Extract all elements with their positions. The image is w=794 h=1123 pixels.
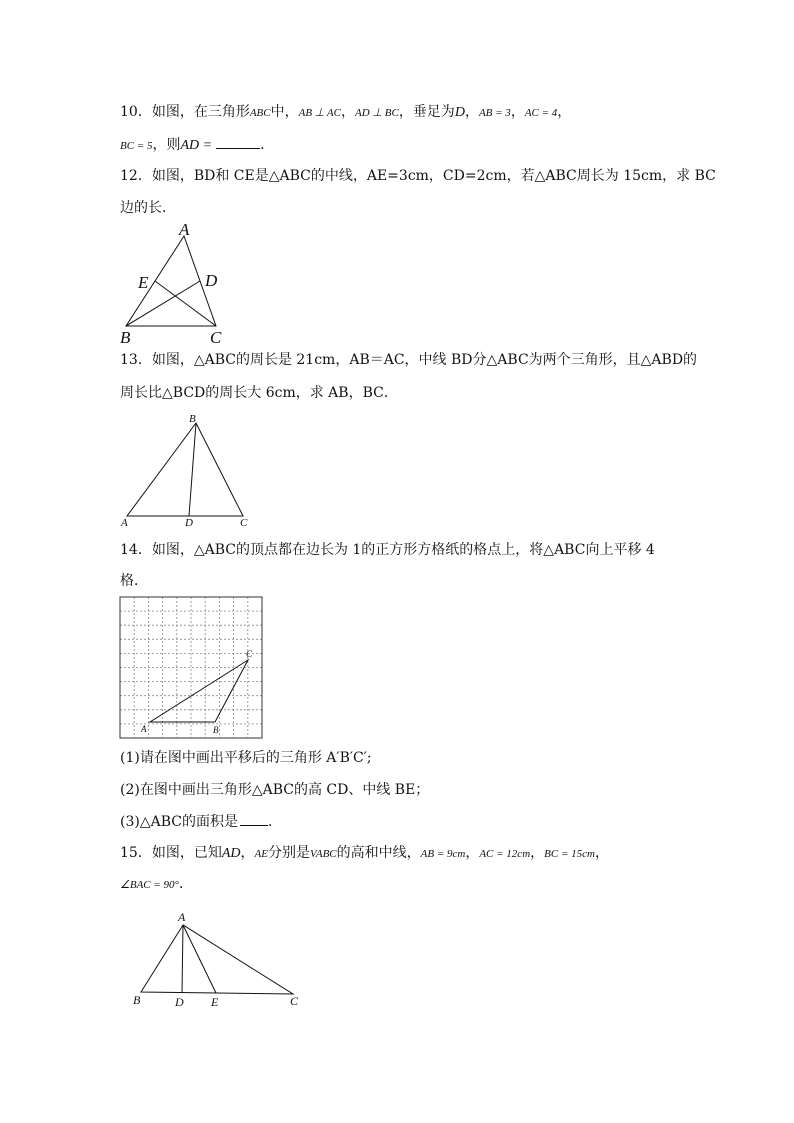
q10-text: ，则 [152, 137, 181, 153]
q13-label-a: A [121, 517, 128, 529]
q14-label-a: A [141, 724, 147, 734]
q15-height-ad [182, 925, 183, 993]
q15-value: AB = 9cm [420, 848, 466, 860]
q15-median-name: AE [254, 848, 268, 860]
q15-triangle-name: VABC [309, 848, 337, 860]
q12-label-b: B [120, 328, 131, 347]
q10-text: ， [510, 104, 525, 120]
q15-label-b: B [133, 993, 141, 1007]
q10-text: 10．如图，在三角形 [120, 104, 250, 120]
q10-condition: AD ⊥ BC [355, 107, 399, 119]
q15-height-name: AD [221, 846, 241, 861]
q15-text: ． [178, 876, 193, 892]
q15-text: 分别是 [267, 845, 310, 861]
q15-text: ， [594, 845, 609, 861]
q10-answer-label: AD = [180, 138, 213, 153]
q10-triangle-name: ABC [249, 107, 271, 119]
q15-text: ， [530, 845, 545, 861]
q12-label-e: E [138, 273, 149, 292]
q15-value: AC = 12cm [479, 848, 531, 860]
q15-label-e: E [211, 995, 219, 1009]
q14-sub1: (1)请在图中画出平移后的三角形 A′B′C′; [120, 750, 372, 766]
q10-text: ． [260, 137, 275, 153]
q15-label-a: A [178, 910, 186, 924]
q12-line2: 边的长． [120, 200, 176, 216]
q14-sub2: (2)在图中画出三角形△ABC的高 CD、中线 BE； [120, 782, 430, 798]
q14-label-b: B [213, 725, 219, 735]
q14-sub3-end: ． [267, 814, 282, 830]
q13-label-b: B [189, 413, 196, 425]
q14-label-c: C [246, 649, 253, 659]
q15-text: ， [240, 845, 255, 861]
q10-value: BC = 5 [120, 140, 153, 152]
q15-text: ， [465, 845, 480, 861]
q12-label-c: C [210, 328, 222, 347]
q10-text: ， [464, 104, 479, 120]
q15-value: BC = 15cm [544, 848, 595, 860]
q15-label-c: C [290, 994, 299, 1008]
q10-value: AC = 4 [524, 107, 558, 119]
q15-angle: ∠BAC = 90° [120, 879, 179, 891]
q15-text: 的高和中线， [336, 845, 421, 861]
q15-text: 15．如图，已知 [120, 845, 222, 861]
q13-line1: 13．如图，△ABC的周长是 21cm，AB＝AC，中线 BD分△ABC为两个三角形，且△ABD的 [120, 352, 698, 368]
q10-text: ，垂足为 [398, 104, 455, 120]
q14-line1: 14．如图，△ABC的顶点都在边长为 1的正方形方格纸的格点上，将△ABC向上平移 4 [120, 542, 655, 558]
q12-label-a: A [179, 220, 190, 239]
q10-text: 中， [270, 104, 299, 120]
q10-text: ， [557, 104, 572, 120]
q13-label-c: C [240, 517, 248, 529]
q10-condition: AB ⊥ AC [298, 107, 341, 119]
q12-line1: 12．如图，BD和 CE是△ABC的中线，AE=3cm，CD=2cm，若△ABC周长为 15cm，求 BC [120, 168, 716, 184]
q15-label-d: D [175, 995, 184, 1009]
q12-label-d: D [205, 271, 218, 290]
q10-value: AB = 3 [478, 107, 511, 119]
q15-triangle [141, 925, 293, 994]
q13-label-d: D [185, 517, 193, 529]
q13-line2: 周长比△BCD的周长大 6cm，求 AB，BC． [120, 385, 398, 401]
q14-sub3-text: (3)△ABC的面积是 [120, 814, 238, 830]
q10-foot-point: D [454, 105, 465, 120]
q14-line2: 格． [120, 573, 148, 589]
q10-text: ， [341, 104, 355, 120]
